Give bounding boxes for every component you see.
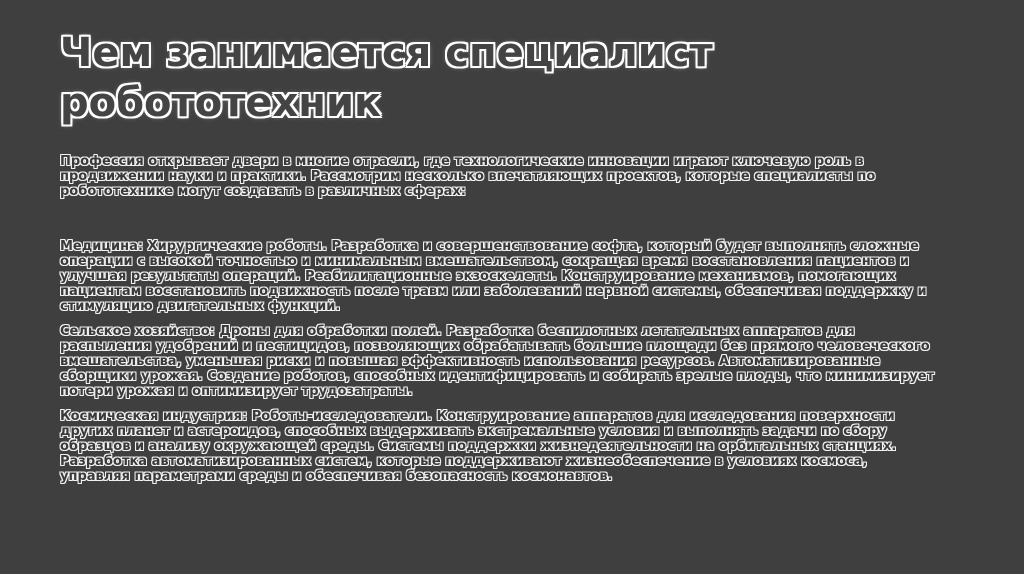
slide-title: Чем занимается специалист робототехник <box>60 30 713 126</box>
slide-body <box>60 154 940 494</box>
intro-paragraph: Профессия открывает двери в многие отрасли, где технологические инновации играют ключевую роль в продвижении науки и практики. Рассмотрим несколько впечатляющих проектов, которые специалисты по робототехнике могут создавать в различных сферах: <box>60 154 876 199</box>
agriculture-paragraph: Сельское хозяйство: Дроны для обработки полей. Разработка беспилотных летательных аппаратов для распыления удобрений и пестицидов, позволяющих обрабатывать большие площади без прямого человеческого вмешательства, уменьшая риски и повышая эффективность использования ресурсов. Автоматизированные сборщики урожая. Создание роботов, способных идентифицировать и собирать зрелые плоды, что минимизирует потери урожая и оптимизирует трудозатраты. <box>60 324 935 399</box>
space-industry-paragraph: Космическая индустрия: Роботы-исследователи. Конструирование аппаратов для исследования поверхности других планет и астероидов, способных выдерживать экстремальные условия и выполнять задачи по сбору образцов и анализу окружающей среды. Системы поддержки жизнедеятельности на орбитальных станциях. Разработка автоматизированных систем, которые поддерживают жизнеобеспечение в условиях космоса, управляя параметрами среды и обеспечивая безопасность космонавтов. <box>60 409 897 484</box>
medicine-paragraph: Медицина: Хирургические роботы. Разработка и совершенствование софта, который будет выполнять сложные операции с высокой точностью и минимальным вмешательством, сокращая время восстановления пациентов и улучшая результаты операций. Реабилитационные экзоскелеты. Конструирование механизмов, помогающих пациентам восстановить подвижность после травм или заболеваний нервной системы, обеспечивая поддержку и стимуляцию двигательных функций. <box>60 239 927 314</box>
